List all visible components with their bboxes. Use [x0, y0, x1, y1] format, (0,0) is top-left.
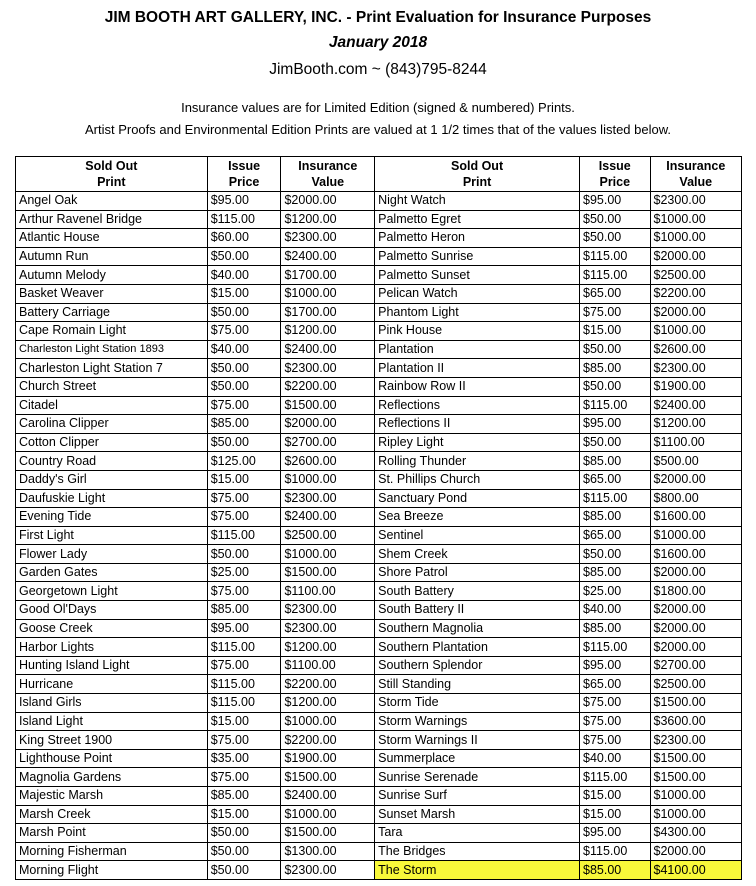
table-row — [16, 303, 742, 322]
insurance-value-cell: $2000.00 — [650, 638, 741, 657]
insurance-value-cell: $2300.00 — [281, 359, 375, 378]
table-row — [16, 210, 742, 229]
insurance-header-line2: Value — [311, 175, 345, 189]
issue-price-cell: $75.00 — [207, 768, 281, 787]
insurance-value-cell: $1200.00 — [281, 210, 375, 229]
print-name-cell: Island Girls — [16, 694, 208, 713]
table-body — [16, 192, 742, 880]
print-name-cell: First Light — [16, 526, 208, 545]
print-name-cell: Plantation II — [375, 359, 580, 378]
print-name-cell: Palmetto Sunset — [375, 266, 580, 285]
issue-price-cell: $75.00 — [580, 303, 651, 322]
issue-price-cell: $15.00 — [207, 470, 281, 489]
issue-price-column-header-right — [580, 157, 651, 192]
issue-price-cell: $25.00 — [207, 563, 281, 582]
print-name-cell: Southern Magnolia — [375, 619, 580, 638]
insurance-value-cell: $2700.00 — [281, 433, 375, 452]
insurance-value-cell: $1000.00 — [281, 712, 375, 731]
print-name-cell: Morning Fisherman — [16, 842, 208, 861]
issue-price-cell: $15.00 — [580, 805, 651, 824]
insurance-value-cell: $2200.00 — [281, 377, 375, 396]
insurance-value-cell: $2600.00 — [650, 340, 741, 359]
print-name-cell: Autumn Run — [16, 247, 208, 266]
issue-price-cell: $65.00 — [580, 526, 651, 545]
issue-price-cell: $60.00 — [207, 229, 281, 248]
issue-price-cell: $15.00 — [580, 787, 651, 806]
print-name-cell: Goose Creek — [16, 619, 208, 638]
insurance-value-cell: $2300.00 — [650, 359, 741, 378]
table-row — [16, 638, 742, 657]
table-row — [16, 284, 742, 303]
table-row — [16, 787, 742, 806]
artist-proof-note: Artist Proofs and Environmental Edition Prints are valued at 1 1/2 times that of the values listed below. — [84, 122, 672, 137]
print-name-cell: South Battery II — [375, 601, 580, 620]
print-name-cell: Angel Oak — [16, 192, 208, 211]
issue-price-cell: $85.00 — [580, 861, 651, 880]
issue-price-cell: $85.00 — [207, 601, 281, 620]
insurance-value-cell: $1800.00 — [650, 582, 741, 601]
table-row — [16, 675, 742, 694]
issue-price-cell: $115.00 — [580, 266, 651, 285]
table-row — [16, 768, 742, 787]
print-name-cell: Palmetto Egret — [375, 210, 580, 229]
insurance-value-cell: $1100.00 — [281, 656, 375, 675]
table-row — [16, 489, 742, 508]
table-row — [16, 415, 742, 434]
table-row — [16, 563, 742, 582]
insurance-value-cell: $2500.00 — [650, 266, 741, 285]
insurance-value-cell: $2400.00 — [281, 508, 375, 527]
table-row — [16, 842, 742, 861]
issue-price-cell: $50.00 — [207, 433, 281, 452]
print-name-cell: Hurricane — [16, 675, 208, 694]
print-name-cell: King Street 1900 — [16, 731, 208, 750]
print-name-cell: Pelican Watch — [375, 284, 580, 303]
print-name-cell: Charleston Light Station 7 — [16, 359, 208, 378]
print-name-cell: Carolina Clipper — [16, 415, 208, 434]
insurance-value-cell: $1600.00 — [650, 508, 741, 527]
issue-price-cell: $35.00 — [207, 749, 281, 768]
issue-price-cell: $115.00 — [580, 638, 651, 657]
insurance-value-cell: $2000.00 — [650, 247, 741, 266]
insurance-value-cell: $2500.00 — [281, 526, 375, 545]
issue-price-cell: $95.00 — [580, 415, 651, 434]
print-name-cell: Lighthouse Point — [16, 749, 208, 768]
issue-price-cell: $85.00 — [580, 508, 651, 527]
insurance-value-cell: $1000.00 — [650, 805, 741, 824]
issue-price-cell: $40.00 — [580, 601, 651, 620]
print-name-cell: Sunset Marsh — [375, 805, 580, 824]
issue-price-cell: $85.00 — [580, 619, 651, 638]
insurance-value-cell: $1000.00 — [281, 284, 375, 303]
issue-price-cell: $50.00 — [580, 433, 651, 452]
print-header-line2: Print — [462, 175, 492, 189]
table-row — [16, 619, 742, 638]
contact-line: JimBooth.com ~ (843)795-8244 — [269, 61, 487, 78]
print-name-cell: Ripley Light — [375, 433, 580, 452]
insurance-value-cell: $2000.00 — [650, 563, 741, 582]
issue-price-cell: $15.00 — [207, 712, 281, 731]
print-name-cell: Arthur Ravenel Bridge — [16, 210, 208, 229]
insurance-value-cell: $2400.00 — [281, 787, 375, 806]
issue-price-cell: $115.00 — [580, 768, 651, 787]
print-name-cell: Sea Breeze — [375, 508, 580, 527]
print-name-cell: Flower Lady — [16, 545, 208, 564]
issue-price-cell: $115.00 — [580, 489, 651, 508]
insurance-value-cell: $1500.00 — [650, 768, 741, 787]
table-row — [16, 731, 742, 750]
insurance-value-cell: $1000.00 — [650, 229, 741, 248]
issue-header-line2: Price — [599, 175, 631, 189]
issue-price-cell: $50.00 — [580, 340, 651, 359]
table-row — [16, 229, 742, 248]
print-name-cell: Rolling Thunder — [375, 452, 580, 471]
table-row — [16, 805, 742, 824]
issue-price-cell: $15.00 — [207, 284, 281, 303]
insurance-value-cell: $1000.00 — [650, 787, 741, 806]
insurance-value-cell: $2700.00 — [650, 656, 741, 675]
print-name-cell: Still Standing — [375, 675, 580, 694]
issue-price-cell: $65.00 — [580, 675, 651, 694]
table-row — [16, 452, 742, 471]
issue-price-cell: $50.00 — [207, 377, 281, 396]
table-row — [16, 656, 742, 675]
issue-header-line2: Price — [228, 175, 260, 189]
issue-price-cell: $15.00 — [580, 322, 651, 341]
insurance-note: Insurance values are for Limited Edition (signed & numbered) Prints. — [181, 100, 575, 115]
print-name-cell: Cotton Clipper — [16, 433, 208, 452]
issue-price-cell: $50.00 — [207, 861, 281, 880]
insurance-value-cell: $1900.00 — [281, 749, 375, 768]
issue-price-cell: $115.00 — [207, 638, 281, 657]
issue-price-cell: $40.00 — [207, 266, 281, 285]
issue-price-cell: $50.00 — [207, 303, 281, 322]
issue-price-cell: $75.00 — [580, 731, 651, 750]
print-name-cell: The Storm — [375, 861, 580, 880]
table-row — [16, 396, 742, 415]
issue-header-line1: Issue — [598, 159, 631, 173]
print-name-cell: Sentinel — [375, 526, 580, 545]
print-name-cell: Daddy's Girl — [16, 470, 208, 489]
print-name-cell: Tara — [375, 824, 580, 843]
print-name-cell: Reflections — [375, 396, 580, 415]
issue-price-cell: $125.00 — [207, 452, 281, 471]
insurance-value-cell: $2200.00 — [281, 731, 375, 750]
print-name-cell: Cape Romain Light — [16, 322, 208, 341]
insurance-value-cell: $4100.00 — [650, 861, 741, 880]
issue-price-cell: $85.00 — [580, 563, 651, 582]
issue-price-cell: $85.00 — [580, 452, 651, 471]
issue-price-cell: $25.00 — [580, 582, 651, 601]
insurance-value-cell: $2000.00 — [650, 842, 741, 861]
insurance-value-cell: $1000.00 — [650, 526, 741, 545]
print-name-cell: Sanctuary Pond — [375, 489, 580, 508]
table-row — [16, 861, 742, 880]
issue-price-cell: $50.00 — [580, 545, 651, 564]
issue-price-cell: $115.00 — [207, 694, 281, 713]
issue-price-cell: $75.00 — [580, 694, 651, 713]
insurance-value-cell: $1500.00 — [281, 824, 375, 843]
issue-price-cell: $95.00 — [207, 619, 281, 638]
table-row — [16, 377, 742, 396]
print-name-cell: Plantation — [375, 340, 580, 359]
insurance-value-cell: $1200.00 — [281, 322, 375, 341]
insurance-header-line1: Insurance — [666, 159, 726, 173]
insurance-value-cell: $2300.00 — [281, 601, 375, 620]
print-name-cell: Marsh Point — [16, 824, 208, 843]
issue-price-cell: $75.00 — [207, 508, 281, 527]
insurance-value-cell: $2000.00 — [650, 303, 741, 322]
insurance-value-cell: $2000.00 — [650, 601, 741, 620]
issue-price-cell: $50.00 — [580, 229, 651, 248]
issue-price-cell: $65.00 — [580, 470, 651, 489]
print-column-header — [16, 157, 208, 192]
insurance-value-cell: $2400.00 — [281, 340, 375, 359]
table-row — [16, 545, 742, 564]
issue-price-cell: $95.00 — [580, 824, 651, 843]
table-row — [16, 601, 742, 620]
print-name-cell: Southern Plantation — [375, 638, 580, 657]
issue-header-line1: Issue — [228, 159, 261, 173]
insurance-value-cell: $1500.00 — [281, 396, 375, 415]
print-name-cell: Battery Carriage — [16, 303, 208, 322]
insurance-value-cell: $1200.00 — [281, 694, 375, 713]
print-name-cell: Country Road — [16, 452, 208, 471]
insurance-value-cell: $1500.00 — [650, 749, 741, 768]
issue-price-cell: $50.00 — [580, 377, 651, 396]
issue-price-cell: $40.00 — [580, 749, 651, 768]
issue-price-cell: $40.00 — [207, 340, 281, 359]
issue-price-cell: $75.00 — [207, 322, 281, 341]
table-row — [16, 322, 742, 341]
issue-price-cell: $115.00 — [580, 247, 651, 266]
insurance-value-cell: $2300.00 — [281, 619, 375, 638]
print-name-cell: Southern Splendor — [375, 656, 580, 675]
issue-price-cell: $50.00 — [207, 824, 281, 843]
print-name-cell: Charleston Light Station 1893 — [16, 340, 208, 359]
print-name-cell: Majestic Marsh — [16, 787, 208, 806]
print-name-cell: Pink House — [375, 322, 580, 341]
insurance-value-cell: $2300.00 — [650, 731, 741, 750]
issue-price-cell: $95.00 — [580, 192, 651, 211]
issue-price-cell: $50.00 — [207, 359, 281, 378]
print-name-cell: Sunrise Serenade — [375, 768, 580, 787]
insurance-header-line1: Insurance — [298, 159, 358, 173]
print-name-cell: Summerplace — [375, 749, 580, 768]
insurance-value-cell: $1500.00 — [281, 563, 375, 582]
print-name-cell: Palmetto Heron — [375, 229, 580, 248]
insurance-value-cell: $4300.00 — [650, 824, 741, 843]
print-name-cell: Sunrise Surf — [375, 787, 580, 806]
issue-price-cell: $85.00 — [207, 787, 281, 806]
print-name-cell: Storm Warnings II — [375, 731, 580, 750]
insurance-value-cell: $2300.00 — [281, 861, 375, 880]
table-row — [16, 359, 742, 378]
insurance-value-column-header — [281, 157, 375, 192]
table-row — [16, 247, 742, 266]
issue-price-cell: $85.00 — [580, 359, 651, 378]
table-row — [16, 749, 742, 768]
table-row — [16, 712, 742, 731]
print-header-line1: Sold Out — [451, 159, 504, 173]
insurance-value-cell: $500.00 — [650, 452, 741, 471]
insurance-value-cell: $2300.00 — [281, 489, 375, 508]
print-header-line2: Print — [97, 175, 126, 189]
table-row — [16, 340, 742, 359]
insurance-value-cell: $1300.00 — [281, 842, 375, 861]
table-header-row — [16, 157, 742, 192]
insurance-value-cell: $1500.00 — [650, 694, 741, 713]
issue-price-cell: $15.00 — [207, 805, 281, 824]
insurance-value-cell: $2300.00 — [650, 192, 741, 211]
issue-price-cell: $50.00 — [207, 247, 281, 266]
insurance-value-cell: $2600.00 — [281, 452, 375, 471]
issue-price-cell: $50.00 — [207, 545, 281, 564]
print-name-cell: Harbor Lights — [16, 638, 208, 657]
table-row — [16, 694, 742, 713]
insurance-value-cell: $1100.00 — [281, 582, 375, 601]
insurance-value-cell: $1000.00 — [650, 322, 741, 341]
issue-price-cell: $115.00 — [580, 842, 651, 861]
issue-price-cell: $115.00 — [207, 210, 281, 229]
print-name-cell: Daufuskie Light — [16, 489, 208, 508]
issue-price-cell: $95.00 — [207, 192, 281, 211]
issue-price-cell: $50.00 — [580, 210, 651, 229]
table-row — [16, 582, 742, 601]
issue-price-cell: $75.00 — [207, 489, 281, 508]
print-name-cell: Hunting Island Light — [16, 656, 208, 675]
insurance-value-cell: $1100.00 — [650, 433, 741, 452]
print-name-cell: Storm Tide — [375, 694, 580, 713]
print-name-cell: Basket Weaver — [16, 284, 208, 303]
print-name-cell: Phantom Light — [375, 303, 580, 322]
print-name-cell: Magnolia Gardens — [16, 768, 208, 787]
insurance-value-cell: $2500.00 — [650, 675, 741, 694]
table-row — [16, 266, 742, 285]
print-name-cell: The Bridges — [375, 842, 580, 861]
insurance-header-line2: Value — [679, 175, 713, 189]
print-name-cell: Shore Patrol — [375, 563, 580, 582]
print-name-cell: Garden Gates — [16, 563, 208, 582]
insurance-value-cell: $1000.00 — [281, 470, 375, 489]
print-name-cell: Atlantic House — [16, 229, 208, 248]
insurance-value-cell: $1200.00 — [281, 638, 375, 657]
insurance-value-cell: $2300.00 — [281, 229, 375, 248]
issue-price-cell: $115.00 — [207, 675, 281, 694]
table-row — [16, 192, 742, 211]
insurance-value-cell: $1700.00 — [281, 303, 375, 322]
insurance-value-cell: $3600.00 — [650, 712, 741, 731]
issue-price-cell: $75.00 — [207, 731, 281, 750]
issue-price-column-header — [207, 157, 281, 192]
insurance-value-cell: $1000.00 — [281, 545, 375, 564]
issue-price-cell: $75.00 — [207, 656, 281, 675]
insurance-value-cell: $2200.00 — [281, 675, 375, 694]
issue-price-cell: $95.00 — [580, 656, 651, 675]
print-name-cell: Georgetown Light — [16, 582, 208, 601]
insurance-value-cell: $2000.00 — [650, 619, 741, 638]
insurance-value-cell: $2400.00 — [650, 396, 741, 415]
insurance-value-cell: $2000.00 — [650, 470, 741, 489]
print-name-cell: Autumn Melody — [16, 266, 208, 285]
print-name-cell: Island Light — [16, 712, 208, 731]
print-name-cell: Rainbow Row II — [375, 377, 580, 396]
print-name-cell: Morning Flight — [16, 861, 208, 880]
table-row — [16, 824, 742, 843]
print-name-cell: Palmetto Sunrise — [375, 247, 580, 266]
table-row — [16, 433, 742, 452]
insurance-value-cell: $800.00 — [650, 489, 741, 508]
table-row — [16, 508, 742, 527]
insurance-value-cell: $1900.00 — [650, 377, 741, 396]
insurance-value-cell: $1500.00 — [281, 768, 375, 787]
insurance-value-cell: $1200.00 — [650, 415, 741, 434]
insurance-value-cell: $1000.00 — [650, 210, 741, 229]
issue-price-cell: $65.00 — [580, 284, 651, 303]
insurance-value-cell: $2400.00 — [281, 247, 375, 266]
table-row — [16, 470, 742, 489]
insurance-value-cell: $1700.00 — [281, 266, 375, 285]
issue-price-cell: $75.00 — [580, 712, 651, 731]
issue-price-cell: $85.00 — [207, 415, 281, 434]
issue-price-cell: $50.00 — [207, 842, 281, 861]
issue-price-cell: $115.00 — [580, 396, 651, 415]
print-name-cell: Evening Tide — [16, 508, 208, 527]
print-name-cell: Marsh Creek — [16, 805, 208, 824]
insurance-value-cell: $2000.00 — [281, 415, 375, 434]
print-name-cell: Church Street — [16, 377, 208, 396]
print-name-cell: South Battery — [375, 582, 580, 601]
print-name-cell: Reflections II — [375, 415, 580, 434]
insurance-value-cell: $1600.00 — [650, 545, 741, 564]
print-header-line1: Sold Out — [85, 159, 138, 173]
print-name-cell: St. Phillips Church — [375, 470, 580, 489]
print-column-header-right — [375, 157, 580, 192]
issue-price-cell: $75.00 — [207, 396, 281, 415]
issue-price-cell: $75.00 — [207, 582, 281, 601]
insurance-value-cell: $2000.00 — [281, 192, 375, 211]
print-name-cell: Shem Creek — [375, 545, 580, 564]
insurance-value-cell: $1000.00 — [281, 805, 375, 824]
evaluation-date: January 2018 — [328, 34, 428, 51]
print-name-cell: Storm Warnings — [375, 712, 580, 731]
insurance-value-cell: $2200.00 — [650, 284, 741, 303]
print-name-cell: Good Ol'Days — [16, 601, 208, 620]
insurance-value-column-header-right — [650, 157, 741, 192]
issue-price-cell: $115.00 — [207, 526, 281, 545]
print-value-table — [15, 156, 742, 880]
table-row — [16, 526, 742, 545]
print-name-cell: Citadel — [16, 396, 208, 415]
page-title: JIM BOOTH ART GALLERY, INC. - Print Evaluation for Insurance Purposes — [104, 9, 652, 26]
print-name-cell: Night Watch — [375, 192, 580, 211]
